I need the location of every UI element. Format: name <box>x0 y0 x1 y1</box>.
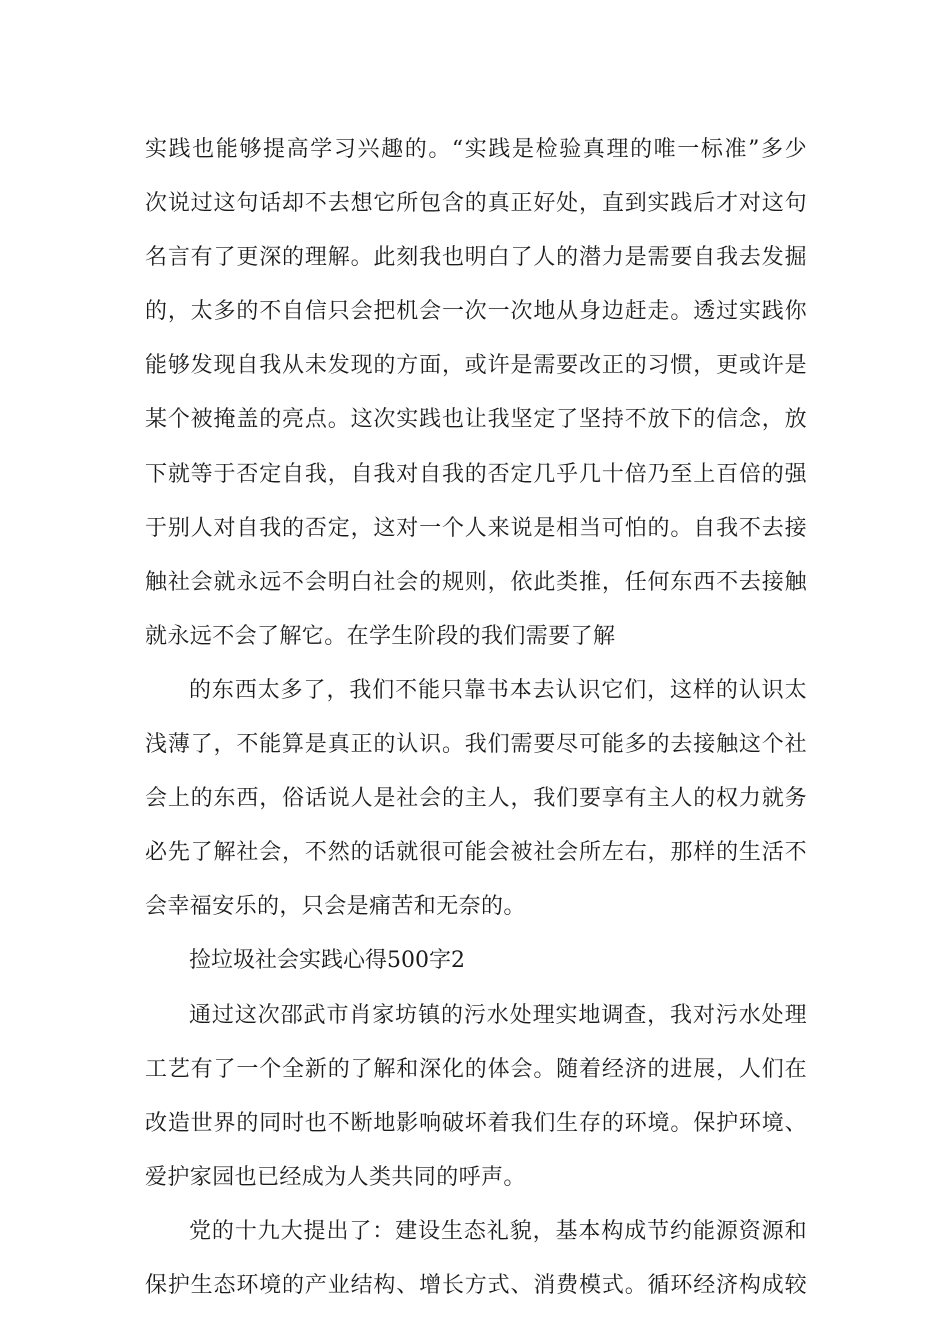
text-line: 名言有了更深的理解。此刻我也明白了人的潜力是需要自我去发掘 <box>145 245 807 271</box>
text-line: 于别人对自我的否定，这对一个人来说是相当可怕的。自我不去接 <box>145 515 807 541</box>
text-line: 的东西太多了，我们不能只靠书本去认识它们，这样的认识太 <box>189 677 807 703</box>
text-line: 实践也能够提高学习兴趣的。“实践是检验真理的唯一标准”多少 <box>145 137 807 162</box>
text-line: 保护生态环境的产业结构、增长方式、消费模式。循环经济构成较 <box>145 1272 807 1298</box>
text-line: 党的十九大提出了：建设生态礼貌，基本构成节约能源资源和 <box>189 1218 807 1244</box>
text-line: 就永远不会了解它。在学生阶段的我们需要了解 <box>145 623 616 649</box>
text-line: 浅薄了，不能算是真正的认识。我们需要尽可能多的去接触这个社 <box>145 732 807 758</box>
text-line: 爱护家园也已经成为人类共同的呼声。 <box>145 1164 526 1190</box>
text-line: 下就等于否定自我，自我对自我的否定几乎几十倍乃至上百倍的强 <box>145 461 807 487</box>
section-heading: 捡垃圾社会实践心得500字2 <box>189 948 465 974</box>
text-line: 工艺有了一个全新的了解和深化的体会。随着经济的进展，人们在 <box>145 1056 807 1082</box>
text-line: 会幸福安乐的，只会是痛苦和无奈的。 <box>145 894 526 920</box>
text-line: 某个被掩盖的亮点。这次实践也让我坚定了坚持不放下的信念，放 <box>145 407 807 433</box>
text-line: 次说过这句话却不去想它所包含的真正好处，直到实践后才对这句 <box>145 191 807 217</box>
text-line: 必先了解社会，不然的话就很可能会被社会所左右，那样的生活不 <box>145 840 807 866</box>
text-line: 触社会就永远不会明白社会的规则，依此类推，任何东西不去接触 <box>145 569 807 595</box>
text-line: 通过这次邵武市肖家坊镇的污水处理实地调查，我对污水处理 <box>189 1002 807 1028</box>
text-line: 会上的东西，俗话说人是社会的主人，我们要享有主人的权力就务 <box>145 786 807 812</box>
text-line: 改造世界的同时也不断地影响破坏着我们生存的环境。保护环境、 <box>145 1110 807 1136</box>
text-line: 能够发现自我从未发现的方面，或许是需要改正的习惯，更或许是 <box>145 353 807 379</box>
text-line: 的，太多的不自信只会把机会一次一次地从身边赶走。透过实践你 <box>145 299 807 325</box>
document-body <box>145 128 807 1318</box>
